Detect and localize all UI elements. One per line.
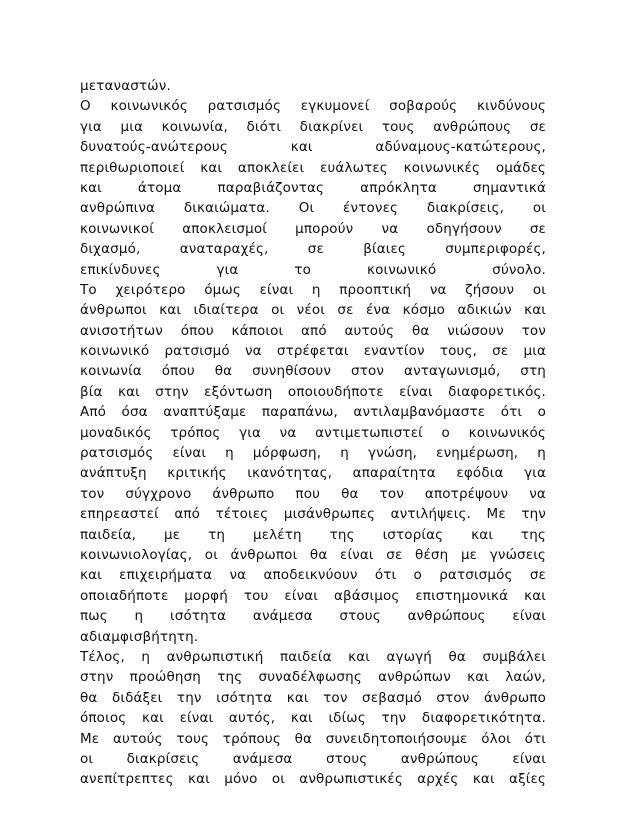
- text-line: παιδεία, με τη μελέτη της ιστορίας και της: [80, 526, 546, 543]
- text-line: Από όσα αναπτύξαμε παραπάνω, αντιλαμβανόμαστε ότι ο: [80, 404, 546, 421]
- text-line: ρατσισμός είναι η μόρφωση, η γνώση, ενημέρωση, η: [80, 445, 546, 462]
- text-line: ανάπτυξη κριτικής ικανότητας, απαραίτητα εφόδια για: [80, 465, 546, 482]
- text-line: οι διακρίσεις ανάμεσα στους ανθρώπους είναι: [80, 750, 546, 767]
- text-line: κοινωνικό ρατσισμό να στρέφεται εναντίον τους, σε μια: [80, 343, 546, 360]
- text-line: ανεπίτρεπτες και μόνο οι ανθρωπιστικές αρχές και αξίες: [80, 771, 546, 788]
- text-line: κοινωνία όπου θα συνηθίσουν στον ανταγωνισμό, στη: [80, 363, 546, 380]
- text-line: Το χειρότερο όμως είναι η προοπτική να ζήσουν οι: [80, 281, 546, 298]
- text-line: μεταναστών.: [80, 78, 171, 94]
- text-line: ανθρώπινα δικαιώματα. Οι έντονες διακρίσεις, οι: [80, 200, 546, 217]
- text-line: τον σύγχρονο άνθρωπο που θα τον αποτρέψουν να: [80, 485, 546, 502]
- text-line: οποιαδήποτε μορφή του είναι αβάσιμος επιστημονικά και: [80, 587, 546, 604]
- text-line: βία και στην εξόντωση οποιουδήποτε είναι διαφορετικός.: [80, 383, 546, 400]
- text-line: δυνατούς-ανώτερους και αδύναμους-κατώτερους,: [80, 139, 546, 156]
- text-line: Με αυτούς τους τρόπους θα συνειδητοποιήσουμε όλοι ότι: [80, 730, 546, 747]
- text-line: και επιχειρήματα να αποδεικνύουν ότι ο ρατσισμός σε: [80, 567, 546, 584]
- text-line: πως η ισότητα ανάμεσα στους ανθρώπους είναι: [80, 608, 546, 625]
- text-line: επηρεαστεί από τέτοιες μισάνθρωπες αντιλήψεις. Με την: [80, 506, 546, 523]
- text-line: επικίνδυνες για το κοινωνικό σύνολο.: [80, 261, 546, 278]
- text-line: για μια κοινωνία, διότι διακρίνει τους ανθρώπους σε: [80, 118, 546, 135]
- text-line: διχασμό, αναταραχές, σε βίαιες συμπεριφορές,: [80, 241, 546, 258]
- body-text: [80, 76, 546, 790]
- text-line: στην προώθηση της συναδέλφωσης ανθρώπων και λαών,: [80, 669, 546, 686]
- text-line: αδιαμφισβήτητη.: [80, 628, 199, 645]
- text-line: ανισοτήτων όπου κάποιοι από αυτούς θα νιώσουν τον: [80, 322, 546, 339]
- text-line: κοινωνιολογίας, οι άνθρωποι θα είναι σε θέση με γνώσεις: [80, 546, 546, 563]
- text-line: και άτομα παραβιάζοντας απρόκλητα σημαντικά: [80, 179, 546, 196]
- text-line: Ο κοινωνικός ρατσισμός εγκυμονεί σοβαρούς κινδύνους: [80, 98, 546, 115]
- text-line: Τέλος, η ανθρωπιστική παιδεία και αγωγή θα συμβάλει: [80, 648, 546, 665]
- text-line: κοινωνικοί αποκλεισμοί μπορούν να οδηγήσουν σε: [80, 220, 546, 237]
- text-line: θα διδάξει την ισότητα και τον σεβασμό στον άνθρωπο: [80, 689, 546, 706]
- text-line: περιθωριοποιεί και αποκλείει ευάλωτες κοινωνικές ομάδες: [80, 159, 546, 176]
- text-line: μοναδικός τρόπος για να αντιμετωπιστεί ο κοινωνικός: [80, 424, 546, 441]
- text-line: άνθρωποι και ιδιαίτερα οι νέοι σε ένα κόσμο αδικιών και: [80, 302, 546, 319]
- text-line: όποιος και είναι αυτός, και ιδίως την διαφορετικότητα.: [80, 710, 546, 727]
